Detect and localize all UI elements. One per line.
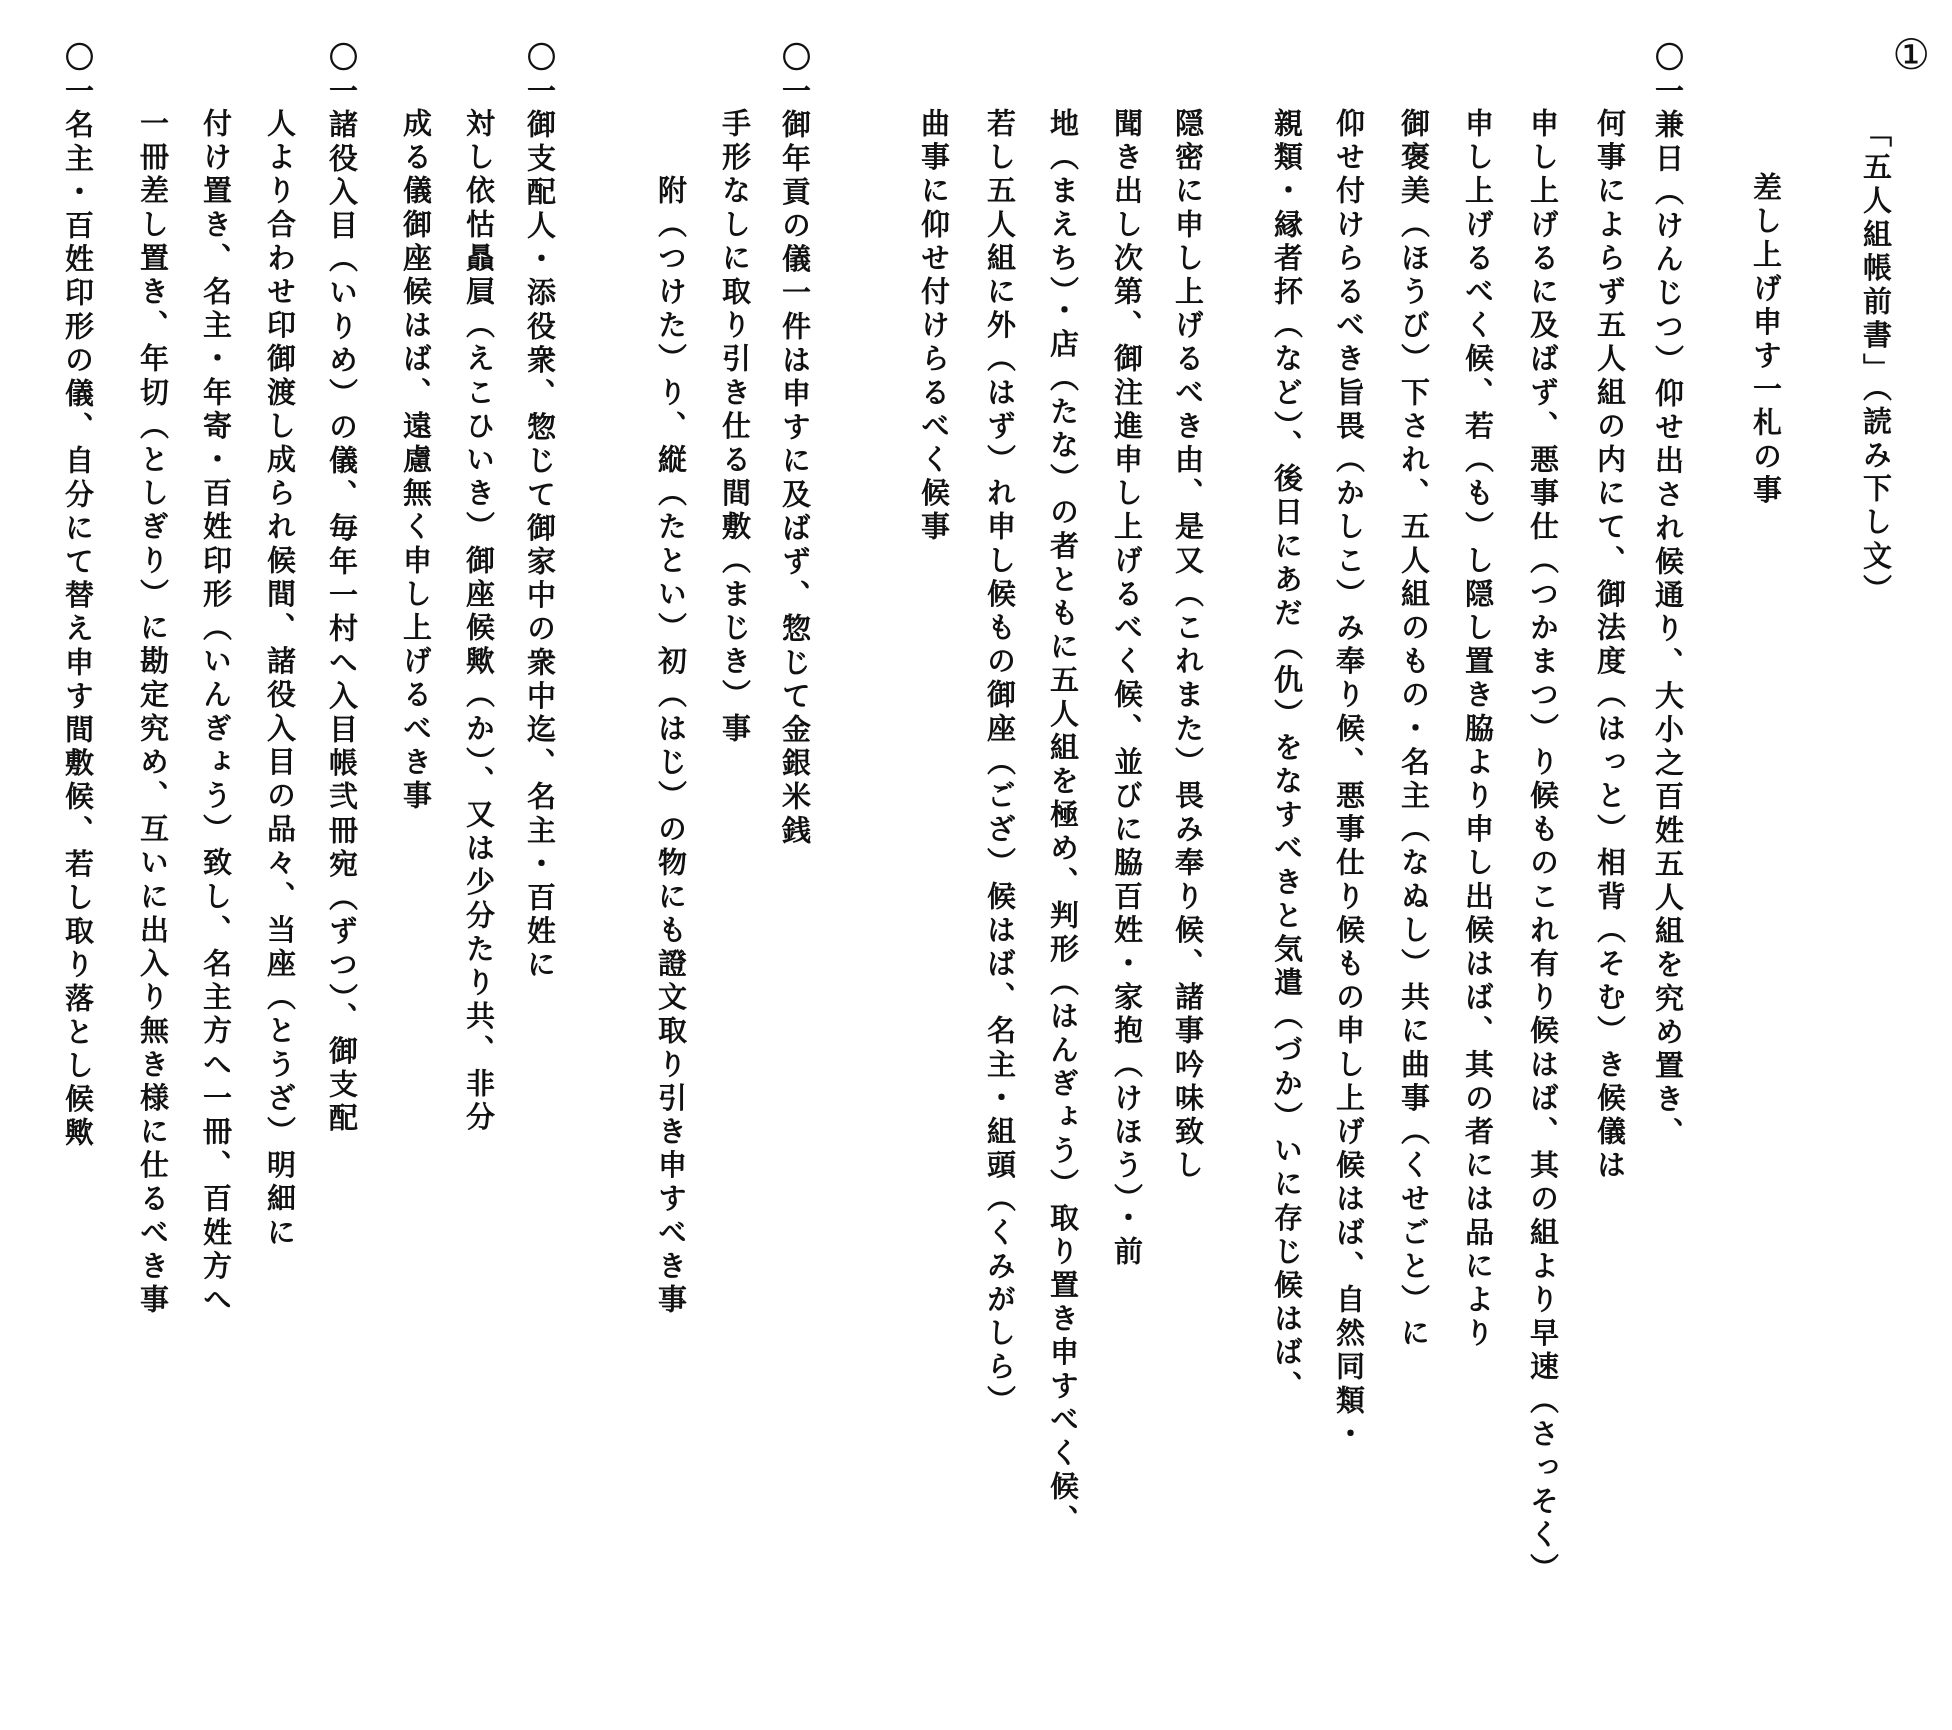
text-column: 〇一名主・百姓印形の儀、自分にて替え申す間敷候、若し取り落とし候歟 [61,42,95,1151]
text-column: 申し上げるべく候、若（も）し隠し置き脇より申し出候はば、其の者には品により [1461,108,1495,1352]
text-column: 成る儀御座候はば、遠慮無く申し上げるべき事 [399,108,433,814]
text-column: 申し上げるに及ばず、悪事仕（つかまつ）り候ものこれ有り候はば、其の組より早速（さっそく） [1526,108,1560,1587]
document-title: 「五人組帳前書」（読み下し文） [1859,118,1893,608]
text-column: 地（まえち）・店（たな）の者ともに五人組を極め、判形（はんぎょう）取り置き申すべく候、 [1046,108,1080,1539]
text-column: 〇一御支配人・添役衆、惣じて御家中の衆中迄、名主・百姓に [523,42,557,983]
text-column: 付け置き、名主・年寄・百姓印形（いんぎょう）致し、名主方へ一冊、百姓方へ [199,108,233,1318]
text-column: 一冊差し置き、年切（としぎり）に勘定究め、互いに出入り無き様に仕るべき事 [136,108,170,1318]
text-column: 対し依怙贔屓（えこひいき）御座候歟（か）、又は少分たり共、非分 [462,108,496,1136]
text-column: 何事によらず五人組の内にて、御法度（はっと）相背（そむ）き候儀は [1593,108,1627,1184]
text-column: 〇一諸役入目（いりめ）の儀、毎年一村へ入目帳弐冊宛（ずつ）、御支配 [325,42,359,1137]
text-column: 親類・縁者抔（など）、後日にあだ（仇）をなすべきと気遣（づか）いに存じ候はば、 [1270,108,1304,1404]
document-subtitle: 差し上げ申す一札の事 [1749,172,1783,508]
text-column: 若し五人組に外（はず）れ申し候もの御座（ござ）候はば、名主・組頭（くみがしら） [983,108,1017,1419]
text-column: 仰せ付けらるべき旨畏（かしこ）み奉り候、悪事仕り候もの申し上げ候はば、自然同類・ [1332,108,1366,1452]
text-column: 〇一御年貢の儀一件は申すに及ばず、惣じて金銀米銭 [778,42,812,849]
text-column: 聞き出し次第、御注進申し上げるべく候、並びに脇百姓・家抱（けほう）・前 [1110,108,1144,1270]
text-column: 人より合わせ印御渡し成られ候間、諸役入目の品々、当座（とうざ）明細に [263,108,297,1251]
text-column: 手形なしに取り引き仕る間敷（まじき）事 [718,108,752,747]
text-column: 〇一兼日（けんじつ）仰せ出され候通り、大小之百姓五人組を究め置き、 [1651,42,1685,1151]
text-column: 附（つけた）り、縦（たとい）初（はじ）の物にも證文取り引き申すべき事 [654,108,688,1318]
text-column: 隠密に申し上げるべき由、是又（これまた）畏み奉り候、諸事吟味致し [1171,108,1205,1184]
text-column: 御褒美（ほうび）下され、五人組のもの・名主（なぬし）共に曲事（くせごと）に [1397,108,1431,1352]
text-column: 曲事に仰せ付けらるべく候事 [917,108,951,545]
page-number: ① [1892,30,1930,79]
